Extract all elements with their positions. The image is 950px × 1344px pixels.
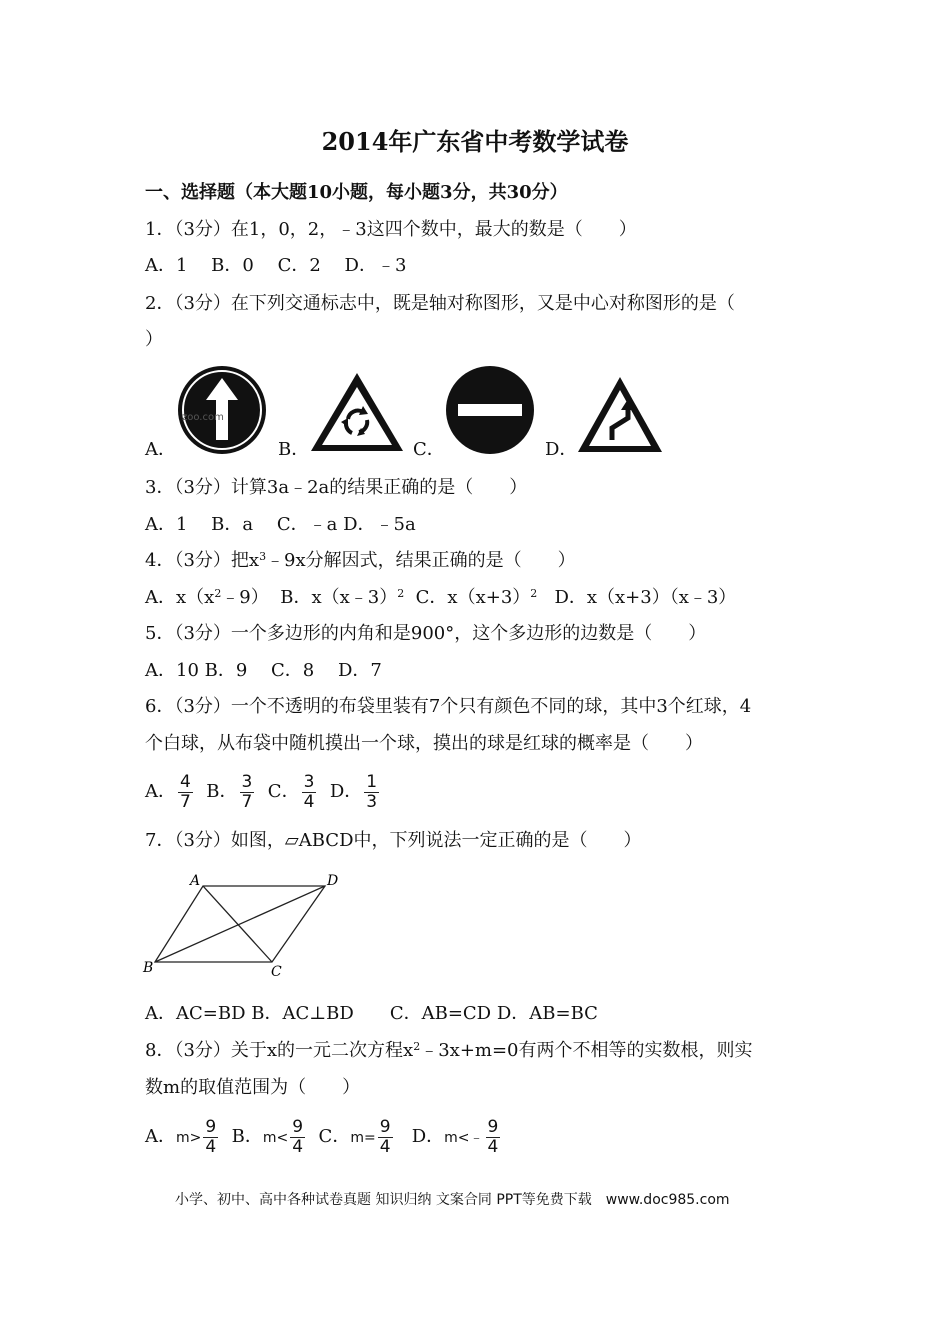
q8-fraction-d: $\frac{9}{4}$ (487, 1116, 499, 1157)
question-2-stem-line1: 2．（3分）在下列交通标志中，既是轴对称图形，又是中心对称图形的是（ (145, 293, 735, 314)
q6-fraction-a: $\frac{4}{7}$ (180, 771, 191, 812)
question-6-stem-line1: 6．（3分）一个不透明的布袋里装有7个只有颜色不同的球，其中3个红球，4 (145, 696, 752, 717)
traffic-sign-winding-road-icon (576, 374, 664, 454)
vertex-c-label: C (271, 964, 282, 980)
traffic-sign-no-entry-icon (444, 364, 536, 456)
page-title: 2014年广东省中考数学试卷 (321, 127, 629, 156)
footer-advert: 小学、初中、高中各种试卷真题 知识归纳 文案合同 PPT等免费下载 www.doc985.com (175, 1192, 730, 1208)
question-6-options: A． $\frac{4}{7}$ B． $\frac{3}{7}$ C． $\frac{3}{4}$ D． $\frac{1}{3}$ (145, 771, 378, 812)
q2-label-b: B． (278, 439, 310, 460)
q8-fraction-c: $\frac{9}{4}$ (379, 1116, 391, 1157)
question-8-stem-line2: 数m的取值范围为（ ） (145, 1077, 361, 1098)
q6-fraction-b: $\frac{3}{7}$ (241, 771, 253, 812)
question-7-options: A．AC=BD B．AC⊥BD C．AB=CD D．AB=BC (145, 1003, 598, 1024)
question-5-stem: 5．（3分）一个多边形的内角和是900°，这个多边形的边数是（ ） (145, 623, 707, 644)
parallelogram-figure (140, 870, 350, 982)
q8-fraction-b: $\frac{9}{4}$ (292, 1116, 304, 1157)
q6-fraction-d: $\frac{1}{3}$ (366, 771, 378, 812)
question-6-stem-line2: 个白球，从布袋中随机摸出一个球，摸出的球是红球的概率是（ ） (145, 733, 703, 754)
traffic-sign-straight-ahead-icon (176, 364, 268, 456)
q6-fraction-c: $\frac{3}{4}$ (303, 771, 315, 812)
section-heading: 一、选择题（本大题10小题，每小题3分，共30分） (145, 182, 568, 203)
question-4-options (145, 586, 736, 610)
parallelogram-symbol: ▱ (284, 830, 299, 851)
q4-option-a: A．$x(x^2﹣9)$ (145, 587, 269, 608)
traffic-sign-roundabout-icon (308, 370, 406, 454)
question-7-stem: 7．（3分）如图，▱ABCD中，下列说法一定正确的是（ ） (145, 830, 642, 851)
question-5-options: A．10 B．9 C．8 D．7 (145, 660, 382, 681)
question-1-stem: 1．（3分）在1，0，2，﹣3这四个数中，最大的数是（ ） (145, 219, 637, 240)
vertex-a-label: A (190, 873, 201, 889)
question-2-stem-line2: ） (145, 329, 163, 350)
question-3-options: A．1 B．a C．﹣a D．﹣5a (145, 514, 416, 535)
question-8-options: A．m> $\frac{9}{4}$ B．m< $\frac{9}{4}$ C．m= $\frac{9}{4}$ D．m<﹣ $\frac{9}{4}$ (145, 1116, 499, 1157)
question-1-options: A．1 B．0 C．2 D．﹣3 (145, 255, 407, 276)
q4-option-c: C．$x(x+3)^2$ (415, 587, 538, 608)
q4-option-b: B．x（x﹣3）$^2$ (280, 587, 405, 608)
q2-label-d: D． (545, 439, 578, 460)
q4-option-d: D．x（x+3）（x﹣3） (554, 587, 737, 608)
q2-label-c: C． (413, 439, 445, 460)
vertex-d-label: D (327, 873, 339, 889)
sign-watermark: zoo.com (182, 412, 224, 423)
question-8-stem-line1: 8．（3分）关于x的一元二次方程$x^2﹣3x+m=0$有两个不相等的实数根，则实 (145, 1040, 753, 1061)
vertex-b-label: B (143, 960, 154, 976)
question-4-stem: 4．（3分）把$x^3﹣9x$分解因式，结果正确的是（ ） (145, 550, 576, 571)
q8-fraction-a: $\frac{9}{4}$ (205, 1116, 217, 1157)
q2-label-a: A． (145, 439, 176, 460)
question-3-stem: 3．（3分）计算3a﹣2a的结果正确的是（ ） (145, 477, 528, 498)
